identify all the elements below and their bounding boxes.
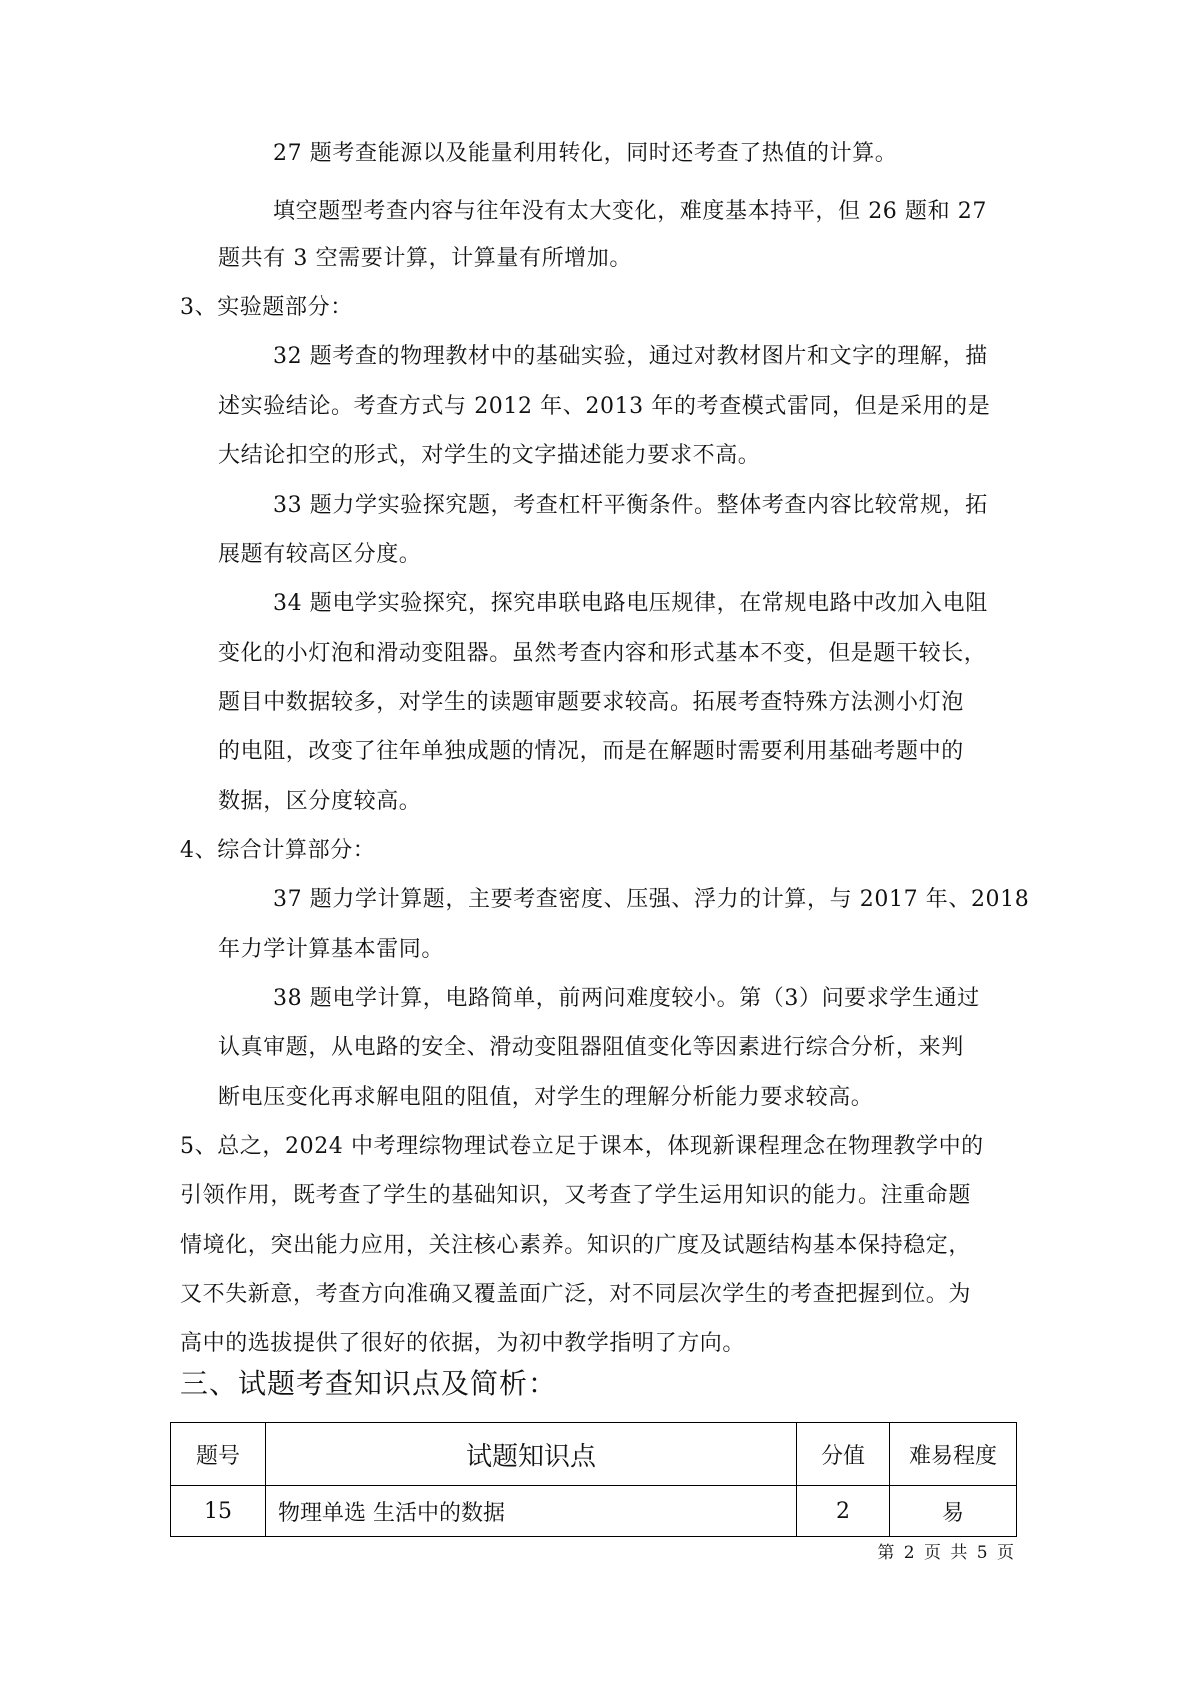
paragraph-line: 34 题电学实验探究，探究串联电路电压规律，在常规电路中改加入电阻 [273,591,988,616]
paragraph-line: 32 题考查的物理教材中的基础实验，通过对教材图片和文字的理解，描 [273,344,988,369]
paragraph-line: 引领作用，既考查了学生的基础知识，又考查了学生运用知识的能力。注重命题 [180,1183,972,1208]
paragraph-line: 述实验结论。考查方式与 2012 年、2013 年的考查模式雷同，但是采用的是 [218,394,991,419]
paragraph-line: 认真审题，从电路的安全、滑动变阻器阻值变化等因素进行综合分析，来判 [218,1035,964,1060]
header-knowledge-point: 试题知识点 [266,1423,797,1486]
paragraph-line: 高中的选拔提供了很好的依据，为初中教学指明了方向。 [180,1331,746,1356]
header-question-number: 题号 [171,1423,266,1486]
section-heading-line: 4、综合计算部分： [180,838,376,863]
paragraph-line: 又不失新意，考查方向准确又覆盖面广泛，对不同层次学生的考查把握到位。为 [180,1282,972,1307]
paragraph-line: 题共有 3 空需要计算，计算量有所增加。 [218,246,632,271]
paragraph-line: 数据，区分度较高。 [218,789,422,814]
paragraph-line: 37 题力学计算题，主要考查密度、压强、浮力的计算，与 2017 年、2018 [273,887,1030,912]
header-score: 分值 [797,1423,890,1486]
paragraph-line: 展题有较高区分度。 [218,542,422,567]
paragraph-line: 27 题考查能源以及能量利用转化，同时还考查了热值的计算。 [273,141,898,166]
cell-question-number: 15 [171,1486,266,1537]
page-footer: 第 2 页 共 5 页 [877,1543,1016,1563]
paragraph-line: 5、总之，2024 中考理综物理试卷立足于课本，体现新课程理念在物理教学中的 [180,1134,984,1159]
paragraph-line: 变化的小灯泡和滑动变阻器。虽然考查内容和形式基本不变，但是题干较长， [218,641,987,666]
paragraph-line: 年力学计算基本雷同。 [218,937,445,962]
cell-knowledge-point: 物理单选 生活中的数据 [266,1486,797,1537]
cell-score: 2 [797,1486,890,1537]
cell-difficulty: 易 [890,1486,1017,1537]
paragraph-line: 33 题力学实验探究题，考查杠杆平衡条件。整体考查内容比较常规，拓 [273,493,988,518]
knowledge-table [170,1422,1017,1537]
header-difficulty: 难易程度 [890,1423,1017,1486]
section-title: 三、试题考查知识点及简析： [180,1367,558,1400]
section-heading-line: 3、实验题部分： [180,295,353,320]
paragraph-line: 的电阻，改变了往年单独成题的情况，而是在解题时需要利用基础考题中的 [218,739,964,764]
table-row [171,1486,1017,1537]
paragraph-line: 填空题型考查内容与往年没有太大变化，难度基本持平，但 26 题和 27 [273,199,987,224]
paragraph-line: 断电压变化再求解电阻的阻值，对学生的理解分析能力要求较高。 [218,1085,874,1110]
paragraph-line: 38 题电学计算，电路简单，前两问难度较小。第（3）问要求学生通过 [273,986,980,1011]
paragraph-line: 情境化，突出能力应用，关注核心素养。知识的广度及试题结构基本保持稳定， [180,1233,972,1258]
paragraph-line: 题目中数据较多，对学生的读题审题要求较高。拓展考查特殊方法测小灯泡 [218,690,964,715]
paragraph-line: 大结论扣空的形式，对学生的文字描述能力要求不高。 [218,443,761,468]
table-header-row [171,1423,1017,1486]
